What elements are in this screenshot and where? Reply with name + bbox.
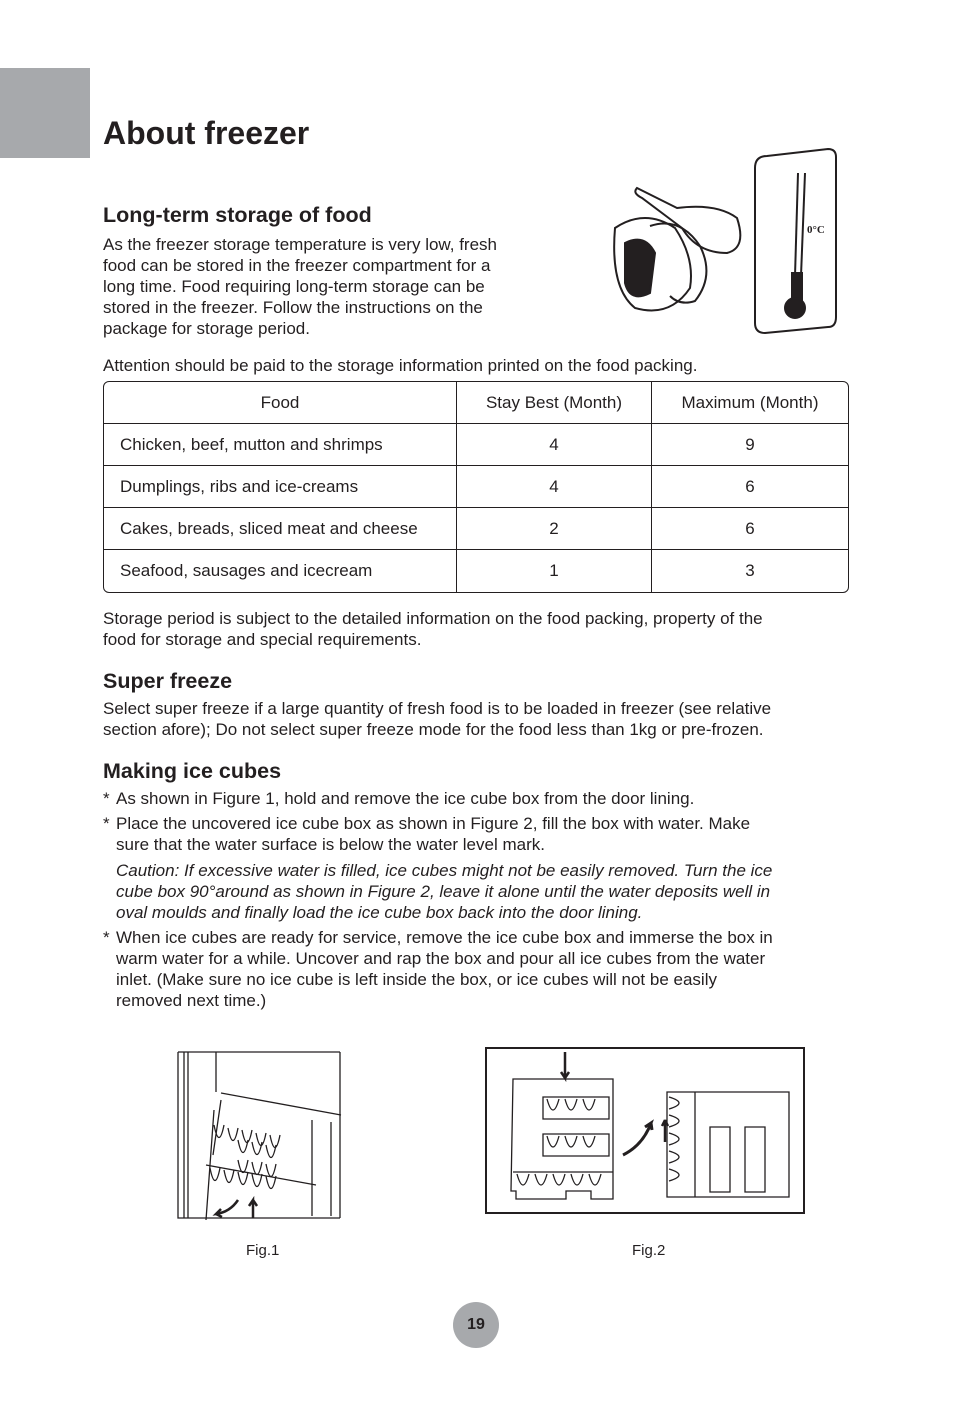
ice-cube-step-3: * When ice cubes are ready for service, remove the ice cube box and immerse the box in warm water for a while. Uncover and rap the box and pour all ice cubes from the water inlet. (Make sure no ice cube is left inside the box, or ice cubes will not be easily removed next time.) xyxy=(103,928,773,1010)
heading-super-freeze: Super freeze xyxy=(103,669,233,693)
cell-food: Cakes, breads, sliced meat and cheese xyxy=(104,508,457,550)
table-row xyxy=(104,508,848,550)
header-food: Food xyxy=(104,382,457,424)
cell-stay-best: 1 xyxy=(457,550,652,592)
cell-maximum: 6 xyxy=(652,508,848,550)
curved-arrow-icon xyxy=(216,1200,238,1217)
heading-ice-cubes: Making ice cubes xyxy=(103,759,282,783)
arrow-up-icon xyxy=(249,1200,257,1218)
curved-arrow-icon xyxy=(623,1123,652,1155)
thermometer-icon xyxy=(755,149,836,333)
cell-food: Seafood, sausages and icecream xyxy=(104,550,457,592)
table-row xyxy=(104,466,848,508)
figure-2-caption: Fig.2 xyxy=(632,1242,666,1259)
table-row xyxy=(104,550,848,592)
cell-food: Dumplings, ribs and ice-creams xyxy=(104,466,457,508)
meat-and-thermometer-illustration xyxy=(595,148,850,338)
storage-table xyxy=(103,381,849,593)
page-title: About freezer xyxy=(103,115,310,151)
cell-stay-best: 2 xyxy=(457,508,652,550)
meat-icon xyxy=(614,188,740,311)
storage-note: Storage period is subject to the detailed information on the food packing, property of the food for storage and special requirements. xyxy=(103,609,763,649)
cell-stay-best: 4 xyxy=(457,424,652,466)
header-maximum: Maximum (Month) xyxy=(652,382,848,424)
figure-1-illustration xyxy=(176,1050,342,1220)
cell-maximum: 6 xyxy=(652,466,848,508)
arrow-down-icon xyxy=(561,1052,569,1078)
attention-text: Attention should be paid to the storage information printed on the food packing. xyxy=(103,356,698,375)
ice-cube-mould-icon xyxy=(517,1092,789,1197)
chapter-tab xyxy=(0,68,90,158)
thermometer-label: 0°C xyxy=(807,224,825,236)
table-row xyxy=(104,424,848,466)
table-header-row xyxy=(104,382,848,424)
cell-food: Chicken, beef, mutton and shrimps xyxy=(104,424,457,466)
cell-maximum: 3 xyxy=(745,561,755,580)
figure-2-illustration xyxy=(485,1047,805,1215)
header-stay-best: Stay Best (Month) xyxy=(457,382,652,424)
heading-long-term-storage: Long-term storage of food xyxy=(103,203,372,227)
cell-maximum: 9 xyxy=(652,424,848,466)
ice-cube-step-1: * As shown in Figure 1, hold and remove the ice cube box from the door lining. xyxy=(103,789,695,808)
long-term-body: As the freezer storage temperature is very low, fresh food can be stored in the freezer compartment for a long time. Food requiring long-term storage can be stored in the freezer. Follow the instructions on the package for storage period. xyxy=(103,235,498,338)
page-number: 19 xyxy=(453,1302,499,1348)
ice-cube-step-2: * Place the uncovered ice cube box as shown in Figure 2, fill the box with water. Make sure that the water surface is below the water level mark. xyxy=(103,814,751,854)
ice-cube-mould-icon xyxy=(210,1125,280,1189)
cell-stay-best: 4 xyxy=(457,466,652,508)
figure-1-caption: Fig.1 xyxy=(246,1242,280,1259)
super-freeze-body: Select super freeze if a large quantity of fresh food is to be loaded in freezer (see relative section afore); Do not select super freeze mode for the food less than 1kg or pre-frozen. xyxy=(103,699,772,739)
